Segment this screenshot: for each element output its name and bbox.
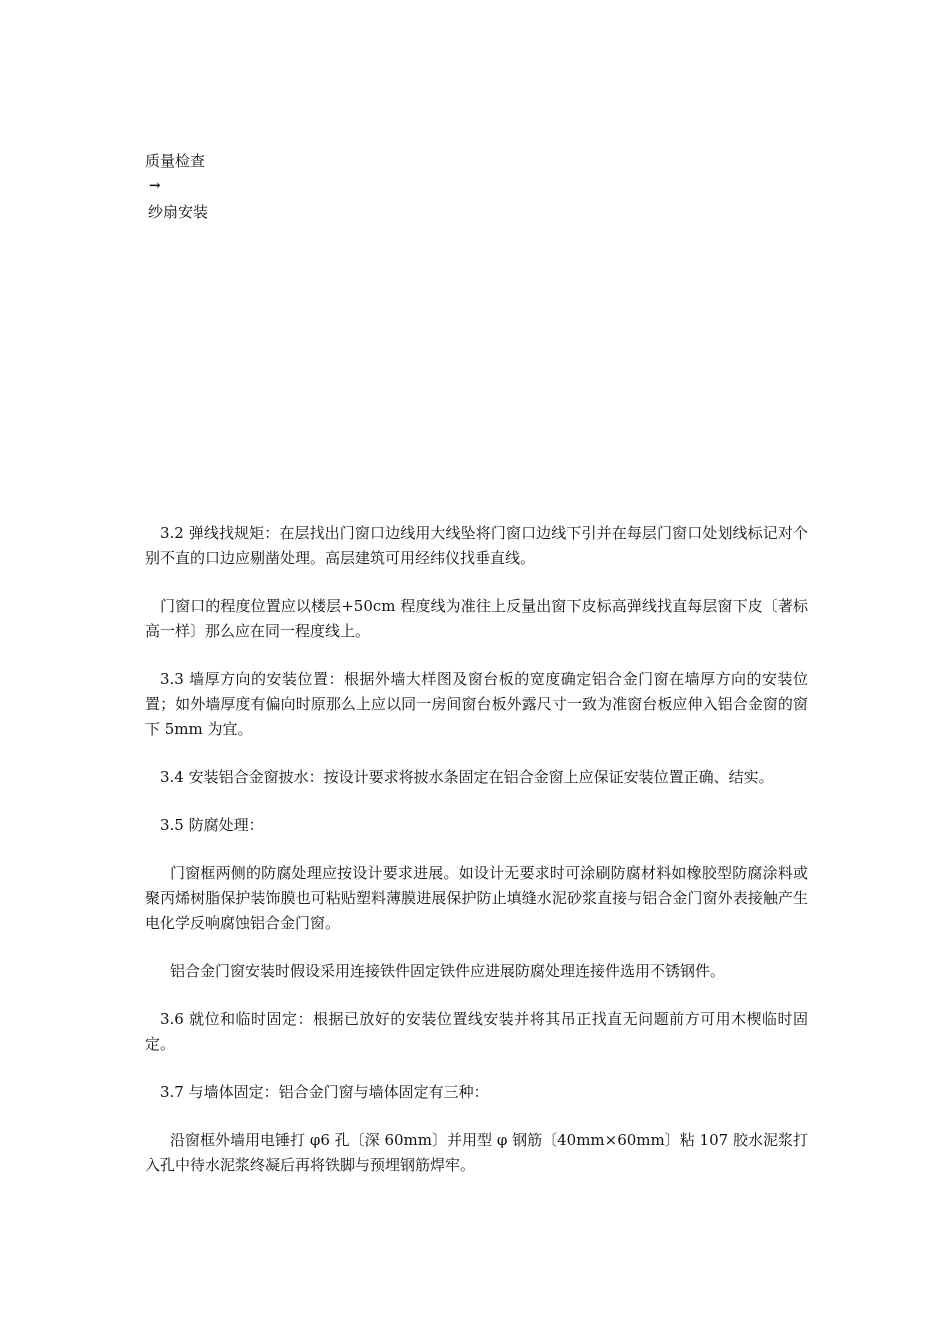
flow-step-screen-install: 纱扇安装 <box>148 203 209 221</box>
paragraph-level-position: 门窗口的程度位置应以楼层+50cm 程度线为准往上反量出窗下皮标高弹线找直每层窗下皮〔著标高一样〕那么应在同一程度线上。 <box>145 597 808 640</box>
flow-arrow-icon: → <box>149 178 161 194</box>
flow-step-quality-check: 质量检查 <box>145 152 206 170</box>
paragraph-fixing-method: 沿窗框外墙用电锤打 φ6 孔〔深 60mm〕并用型 φ 钢筋〔40mm×60mm〕粘 107 胶水泥浆打入孔中待水泥浆终凝后再将铁脚与预埋钢筋焊牢。 <box>145 1131 808 1174</box>
paragraph-3-2: 3.2 弹线找规矩：在层找出门窗口边线用大线坠将门窗口边线下引并在每层门窗口处划线标记对个别不直的口边应剔凿处理。高层建筑可用经纬仪找垂直线。 <box>145 524 808 567</box>
paragraph-3-5: 3.5 防腐处理： <box>160 816 264 834</box>
paragraph-3-7: 3.7 与墙体固定：铝合金门窗与墙体固定有三种： <box>160 1083 489 1101</box>
paragraph-anticorrosion: 门窗框两侧的防腐处理应按设计要求进展。如设计无要求时可涂刷防腐材料如橡胶型防腐涂料或聚丙烯树脂保护装饰膜也可粘贴塑料薄膜进展保护防止填缝水泥砂浆直接与铝合金门窗外表接触产生电化学反响腐蚀铝合金门窗。 <box>145 864 808 932</box>
paragraph-connector: 铝合金门窗安装时假设采用连接铁件固定铁件应进展防腐处理连接件选用不锈钢件。 <box>170 962 726 980</box>
paragraph-3-6: 3.6 就位和临时固定：根据已放好的安装位置线安装并将其吊正找直无问题前方可用木楔临时固定。 <box>145 1010 808 1053</box>
paragraph-3-4: 3.4 安装铝合金窗披水：按设计要求将披水条固定在铝合金窗上应保证安装位置正确、结实。 <box>160 768 774 786</box>
paragraph-3-3: 3.3 墙厚方向的安装位置：根据外墙大样图及窗台板的宽度确定铝合金门窗在墙厚方向的安装位置；如外墙厚度有偏向时原那么上应以同一房间窗台板外露尺寸一致为准窗台板应伸入铝合金窗的窗下 5mm 为宜。 <box>145 670 808 738</box>
document-body <box>145 521 808 1178</box>
